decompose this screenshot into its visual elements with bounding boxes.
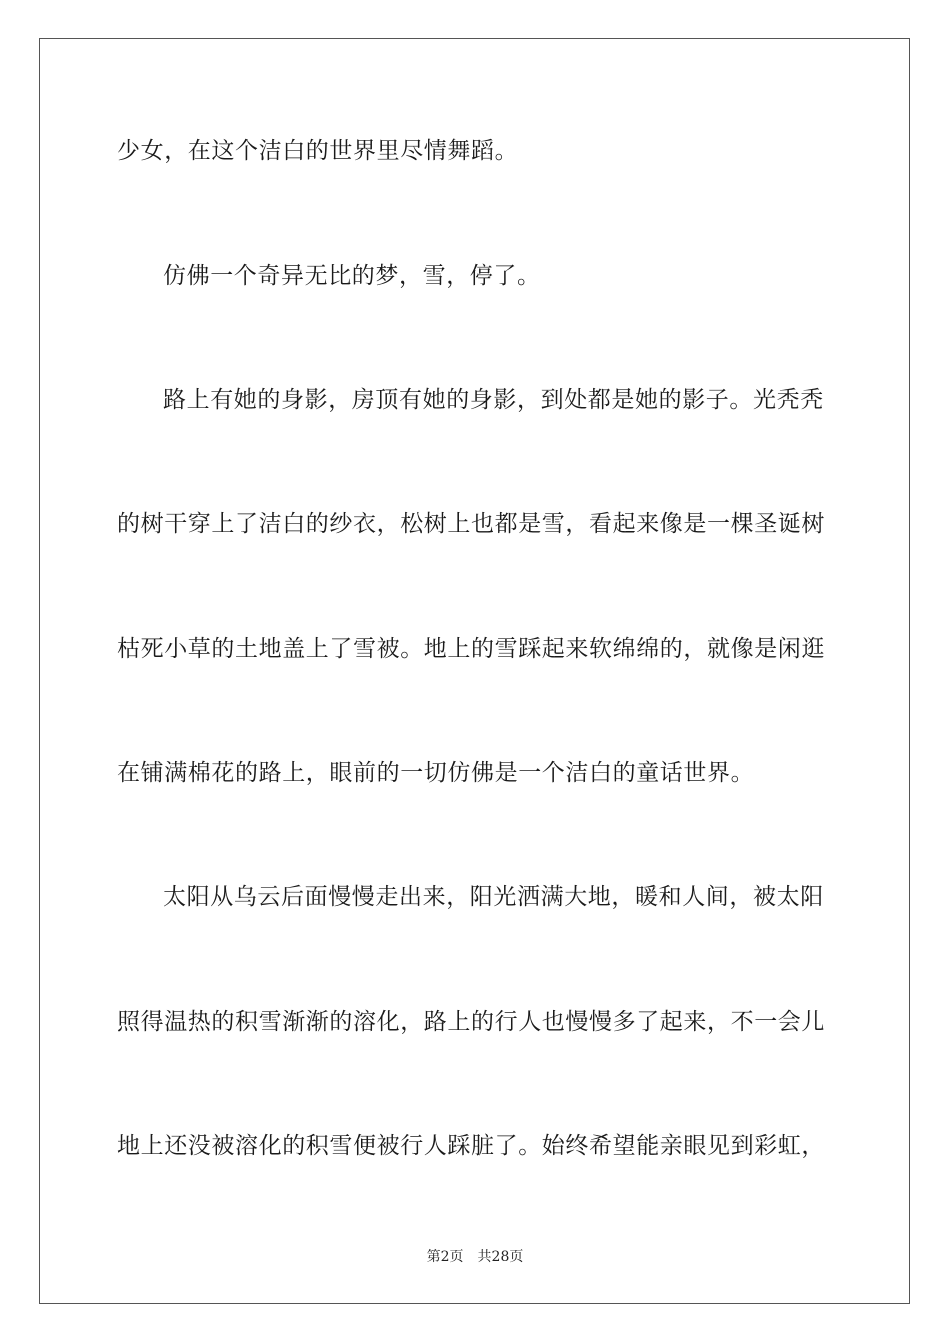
text-line: 少女，在这个洁白的世界里尽情舞蹈。 [117, 138, 519, 164]
text-line: 地上还没被溶化的积雪便被行人踩脏了。始终希望能亲眼见到彩虹， [117, 1133, 825, 1159]
paragraph-start-line: 仿佛一个奇异无比的梦，雪，停了。 [163, 263, 541, 289]
text-line: 枯死小草的土地盖上了雪被。地上的雪踩起来软绵绵的，就像是闲逛 [117, 636, 825, 662]
text-line: 照得温热的积雪渐渐的溶化，路上的行人也慢慢多了起来，不一会儿 [117, 1009, 825, 1035]
page-number-footer: 第2页 共28页 [426, 1249, 524, 1265]
text-line: 在铺满棉花的路上，眼前的一切仿佛是一个洁白的童话世界。 [117, 760, 755, 786]
paragraph-start-line: 路上有她的身影，房顶有她的身影，到处都是她的影子。光秃秃 [163, 387, 824, 413]
page-border [39, 38, 910, 1304]
paragraph-start-line: 太阳从乌云后面慢慢走出来，阳光洒满大地，暖和人间，被太阳 [163, 884, 824, 910]
text-line: 的树干穿上了洁白的纱衣，松树上也都是雪，看起来像是一棵圣诞树 [117, 511, 825, 537]
